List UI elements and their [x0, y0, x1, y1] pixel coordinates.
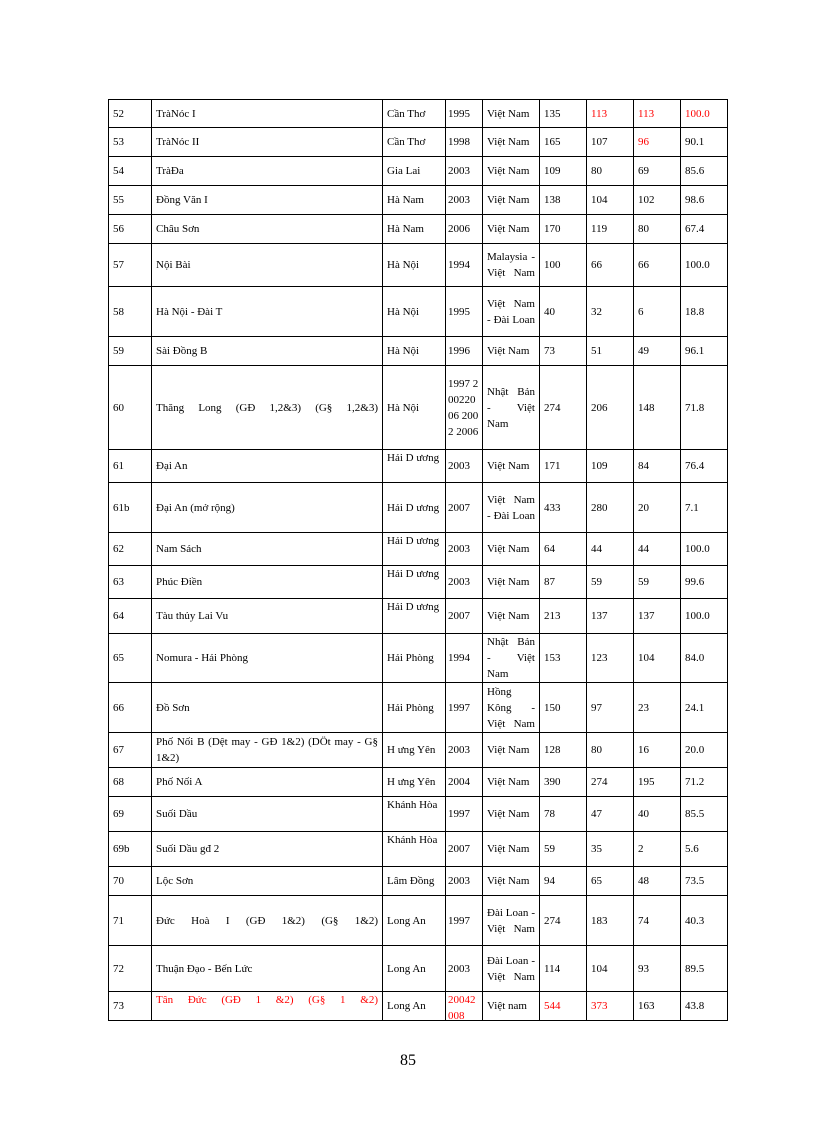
zone-investor: Việt Nam — [483, 867, 540, 896]
leased-area: 104 — [634, 634, 681, 683]
zone-number: 69 — [109, 797, 152, 832]
zone-location: Long An — [383, 946, 446, 992]
occupancy-rate: 100.0 — [681, 244, 728, 287]
rentable-area: 97 — [587, 683, 634, 733]
leased-area: 6 — [634, 287, 681, 337]
rentable-area: 137 — [587, 599, 634, 634]
zone-location: Hà Nội — [383, 366, 446, 450]
leased-area: 74 — [634, 896, 681, 946]
zone-investor: Hồng Kông - Việt Nam — [483, 683, 540, 733]
zone-name: Tàu thủy Lai Vu — [152, 599, 383, 634]
zone-year: 1997 20022006 2002 2006 — [446, 366, 483, 450]
zone-investor: Việt Nam — [483, 599, 540, 634]
zone-name: Sài Đồng B — [152, 337, 383, 366]
rentable-area: 113 — [587, 100, 634, 128]
zone-location: Hà Nội — [383, 337, 446, 366]
rentable-area: 123 — [587, 634, 634, 683]
leased-area: 59 — [634, 566, 681, 599]
table-row — [109, 337, 728, 366]
total-area: 274 — [540, 366, 587, 450]
leased-area: 44 — [634, 533, 681, 566]
total-area: 150 — [540, 683, 587, 733]
zone-year: 2003 — [446, 450, 483, 483]
rentable-area: 65 — [587, 867, 634, 896]
leased-area: 69 — [634, 157, 681, 186]
occupancy-rate: 89.5 — [681, 946, 728, 992]
zone-investor: Việt Nam — [483, 733, 540, 768]
zone-number: 61 — [109, 450, 152, 483]
occupancy-rate: 90.1 — [681, 128, 728, 157]
zone-location: Hà Nội — [383, 287, 446, 337]
zone-number: 56 — [109, 215, 152, 244]
zone-location: Gia Lai — [383, 157, 446, 186]
zone-number: 71 — [109, 896, 152, 946]
zone-number: 55 — [109, 186, 152, 215]
zone-year: 1995 — [446, 287, 483, 337]
leased-area: 23 — [634, 683, 681, 733]
leased-area: 80 — [634, 215, 681, 244]
occupancy-rate: 98.6 — [681, 186, 728, 215]
rentable-area: 80 — [587, 157, 634, 186]
rentable-area: 44 — [587, 533, 634, 566]
zone-number: 67 — [109, 733, 152, 768]
zone-year: 2006 — [446, 215, 483, 244]
zone-investor: Việt Nam - Đài Loan — [483, 483, 540, 533]
total-area: 59 — [540, 832, 587, 867]
zone-location: Cần Thơ — [383, 128, 446, 157]
zone-year: 2003 — [446, 533, 483, 566]
zone-location: Hải D ương — [383, 566, 446, 599]
occupancy-rate: 73.5 — [681, 867, 728, 896]
total-area: 100 — [540, 244, 587, 287]
total-area: 78 — [540, 797, 587, 832]
zone-location: Cần Thơ — [383, 100, 446, 128]
table-row — [109, 366, 728, 450]
zone-location: Hải D ương — [383, 450, 446, 483]
total-area: 109 — [540, 157, 587, 186]
total-area: 114 — [540, 946, 587, 992]
zone-name: Đại An (mở rộng) — [152, 483, 383, 533]
zone-number: 60 — [109, 366, 152, 450]
zone-number: 70 — [109, 867, 152, 896]
industrial-zones-table — [108, 99, 728, 1021]
leased-area: 40 — [634, 797, 681, 832]
zone-year: 1996 — [446, 337, 483, 366]
zone-year: 2004 — [446, 768, 483, 797]
zone-name: Phố Nối A — [152, 768, 383, 797]
zone-investor: Việt Nam — [483, 832, 540, 867]
zone-investor: Việt Nam — [483, 450, 540, 483]
rentable-area: 280 — [587, 483, 634, 533]
leased-area: 49 — [634, 337, 681, 366]
leased-area: 195 — [634, 768, 681, 797]
table-row — [109, 683, 728, 733]
zone-name: TràNóc I — [152, 100, 383, 128]
zone-name: TràĐa — [152, 157, 383, 186]
zone-investor: Đài Loan - Việt Nam — [483, 896, 540, 946]
zone-investor: Nhật Bản - Việt Nam — [483, 366, 540, 450]
table-row — [109, 215, 728, 244]
leased-area: 96 — [634, 128, 681, 157]
zone-location: H ưng Yên — [383, 768, 446, 797]
zone-location: Hải D ương — [383, 533, 446, 566]
rentable-area: 47 — [587, 797, 634, 832]
rentable-area: 66 — [587, 244, 634, 287]
table-row — [109, 186, 728, 215]
zone-number: 57 — [109, 244, 152, 287]
rentable-area: 274 — [587, 768, 634, 797]
occupancy-rate: 100.0 — [681, 533, 728, 566]
zone-year: 1995 — [446, 100, 483, 128]
occupancy-rate: 5.6 — [681, 832, 728, 867]
table-row — [109, 450, 728, 483]
zone-location: Hải Phòng — [383, 683, 446, 733]
zone-name: Thuận Đạo - Bến Lức — [152, 946, 383, 992]
table-row — [109, 599, 728, 634]
table-row — [109, 992, 728, 1021]
zone-name: Suối Dầu — [152, 797, 383, 832]
table-row — [109, 483, 728, 533]
page-number: 85 — [400, 1052, 416, 1069]
zone-investor: Việt Nam - Đài Loan — [483, 287, 540, 337]
table-row — [109, 768, 728, 797]
zone-number: 53 — [109, 128, 152, 157]
table-row — [109, 244, 728, 287]
zone-name: Nội Bài — [152, 244, 383, 287]
zone-location: Long An — [383, 992, 446, 1021]
table-row — [109, 287, 728, 337]
zone-investor: Việt Nam — [483, 186, 540, 215]
zone-year: 2003 — [446, 566, 483, 599]
zone-location: Khánh Hòa — [383, 832, 446, 867]
zone-name: Nam Sách — [152, 533, 383, 566]
zone-investor: Việt Nam — [483, 157, 540, 186]
zone-investor: Việt Nam — [483, 128, 540, 157]
zone-name-text: Tân Đức (GĐ 1 &2) (G§ 1 &2) — [156, 994, 378, 1006]
total-area: 40 — [540, 287, 587, 337]
zone-investor: Malaysia - Việt Nam — [483, 244, 540, 287]
table-row — [109, 128, 728, 157]
occupancy-rate: 85.6 — [681, 157, 728, 186]
rentable-area: 109 — [587, 450, 634, 483]
zone-name: Lộc Sơn — [152, 867, 383, 896]
leased-area: 48 — [634, 867, 681, 896]
leased-area: 148 — [634, 366, 681, 450]
zone-name: Phúc Điền — [152, 566, 383, 599]
total-area: 170 — [540, 215, 587, 244]
zone-year: 1997 — [446, 683, 483, 733]
zone-name: Đồng Văn I — [152, 186, 383, 215]
occupancy-rate: 67.4 — [681, 215, 728, 244]
rentable-area: 107 — [587, 128, 634, 157]
zone-investor: Việt nam — [483, 992, 540, 1021]
zone-year: 1997 — [446, 896, 483, 946]
zone-number: 66 — [109, 683, 152, 733]
table-row — [109, 634, 728, 683]
zone-investor: Việt Nam — [483, 768, 540, 797]
zone-number: 73 — [109, 992, 152, 1021]
rentable-area: 35 — [587, 832, 634, 867]
table-row — [109, 100, 728, 128]
table-row — [109, 533, 728, 566]
total-area: 128 — [540, 733, 587, 768]
rentable-area: 59 — [587, 566, 634, 599]
zone-year: 2003 — [446, 157, 483, 186]
occupancy-rate: 20.0 — [681, 733, 728, 768]
total-area: 165 — [540, 128, 587, 157]
zone-location: Lâm Đồng — [383, 867, 446, 896]
occupancy-rate: 18.8 — [681, 287, 728, 337]
total-area: 87 — [540, 566, 587, 599]
table-row — [109, 733, 728, 768]
zone-number: 72 — [109, 946, 152, 992]
zone-number: 61b — [109, 483, 152, 533]
total-area: 138 — [540, 186, 587, 215]
zone-name: Đại An — [152, 450, 383, 483]
zone-investor: Việt Nam — [483, 797, 540, 832]
zone-year: 2007 — [446, 483, 483, 533]
leased-area: 20 — [634, 483, 681, 533]
zone-number: 64 — [109, 599, 152, 634]
total-area: 544 — [540, 992, 587, 1021]
total-area: 64 — [540, 533, 587, 566]
rentable-area: 51 — [587, 337, 634, 366]
total-area: 73 — [540, 337, 587, 366]
zone-year: 1994 — [446, 634, 483, 683]
rentable-area: 32 — [587, 287, 634, 337]
occupancy-rate: 84.0 — [681, 634, 728, 683]
leased-area: 113 — [634, 100, 681, 128]
zone-name: Châu Sơn — [152, 215, 383, 244]
occupancy-rate: 96.1 — [681, 337, 728, 366]
zone-name: Thăng Long (GĐ 1,2&3) (G§ 1,2&3) — [152, 366, 383, 450]
occupancy-rate: 43.8 — [681, 992, 728, 1021]
zone-name: Nomura - Hải Phòng — [152, 634, 383, 683]
leased-area: 16 — [634, 733, 681, 768]
zone-investor: Việt Nam — [483, 566, 540, 599]
zone-number: 54 — [109, 157, 152, 186]
leased-area: 163 — [634, 992, 681, 1021]
zone-name: Suối Dầu gđ 2 — [152, 832, 383, 867]
leased-area: 2 — [634, 832, 681, 867]
zone-investor: Việt Nam — [483, 533, 540, 566]
zone-year: 2003 — [446, 867, 483, 896]
zone-location: Hà Nam — [383, 186, 446, 215]
occupancy-rate: 85.5 — [681, 797, 728, 832]
table-row — [109, 946, 728, 992]
table-row — [109, 832, 728, 867]
total-area: 135 — [540, 100, 587, 128]
total-area: 171 — [540, 450, 587, 483]
leased-area: 93 — [634, 946, 681, 992]
total-area: 433 — [540, 483, 587, 533]
table-row — [109, 566, 728, 599]
occupancy-rate: 40.3 — [681, 896, 728, 946]
rentable-area: 183 — [587, 896, 634, 946]
zone-number: 65 — [109, 634, 152, 683]
occupancy-rate: 24.1 — [681, 683, 728, 733]
zone-number: 63 — [109, 566, 152, 599]
zone-number: 52 — [109, 100, 152, 128]
zone-location: Hải D ương — [383, 483, 446, 533]
zone-number: 58 — [109, 287, 152, 337]
table-row — [109, 797, 728, 832]
zone-investor: Đài Loan - Việt Nam — [483, 946, 540, 992]
zone-investor: Nhật Bản - Việt Nam — [483, 634, 540, 683]
zone-year: 1994 — [446, 244, 483, 287]
zone-name — [152, 992, 383, 1021]
table-row — [109, 896, 728, 946]
zone-location: Hải Phòng — [383, 634, 446, 683]
rentable-area: 80 — [587, 733, 634, 768]
total-area: 213 — [540, 599, 587, 634]
zone-location: Hà Nam — [383, 215, 446, 244]
zone-year: 2007 — [446, 832, 483, 867]
zone-name: Phố Nối B (Dệt may - GĐ 1&2) (DÖt may - G§ 1&2) — [152, 733, 383, 768]
zone-location: H ưng Yên — [383, 733, 446, 768]
zone-number: 68 — [109, 768, 152, 797]
leased-area: 102 — [634, 186, 681, 215]
occupancy-rate: 71.2 — [681, 768, 728, 797]
total-area: 390 — [540, 768, 587, 797]
leased-area: 137 — [634, 599, 681, 634]
occupancy-rate: 71.8 — [681, 366, 728, 450]
zone-year: 2003 — [446, 186, 483, 215]
table-row — [109, 157, 728, 186]
occupancy-rate: 100.0 — [681, 100, 728, 128]
zone-year: 1997 — [446, 797, 483, 832]
total-area: 94 — [540, 867, 587, 896]
zone-year: 2003 — [446, 733, 483, 768]
zone-name: Đức Hoà I (GĐ 1&2) (G§ 1&2) — [152, 896, 383, 946]
zone-name: Hà Nội - Đài T — [152, 287, 383, 337]
total-area: 153 — [540, 634, 587, 683]
zone-location: Long An — [383, 896, 446, 946]
zone-year: 2007 — [446, 599, 483, 634]
occupancy-rate: 7.1 — [681, 483, 728, 533]
zone-name: TràNóc II — [152, 128, 383, 157]
zone-location: Hải D ương — [383, 599, 446, 634]
occupancy-rate: 99.6 — [681, 566, 728, 599]
zone-year: 1998 — [446, 128, 483, 157]
zone-year — [446, 992, 483, 1021]
zone-investor: Việt Nam — [483, 337, 540, 366]
occupancy-rate: 76.4 — [681, 450, 728, 483]
zone-investor: Việt Nam — [483, 100, 540, 128]
zone-number: 69b — [109, 832, 152, 867]
zone-year: 2003 — [446, 946, 483, 992]
zone-location: Hà Nội — [383, 244, 446, 287]
zone-name: Đồ Sơn — [152, 683, 383, 733]
zone-year-text: 20042008 — [448, 994, 476, 1019]
zone-location: Khánh Hòa — [383, 797, 446, 832]
table-row — [109, 867, 728, 896]
zone-number: 62 — [109, 533, 152, 566]
zone-investor: Việt Nam — [483, 215, 540, 244]
zone-number: 59 — [109, 337, 152, 366]
rentable-area: 104 — [587, 946, 634, 992]
leased-area: 84 — [634, 450, 681, 483]
rentable-area: 373 — [587, 992, 634, 1021]
rentable-area: 206 — [587, 366, 634, 450]
occupancy-rate: 100.0 — [681, 599, 728, 634]
rentable-area: 104 — [587, 186, 634, 215]
leased-area: 66 — [634, 244, 681, 287]
total-area: 274 — [540, 896, 587, 946]
rentable-area: 119 — [587, 215, 634, 244]
